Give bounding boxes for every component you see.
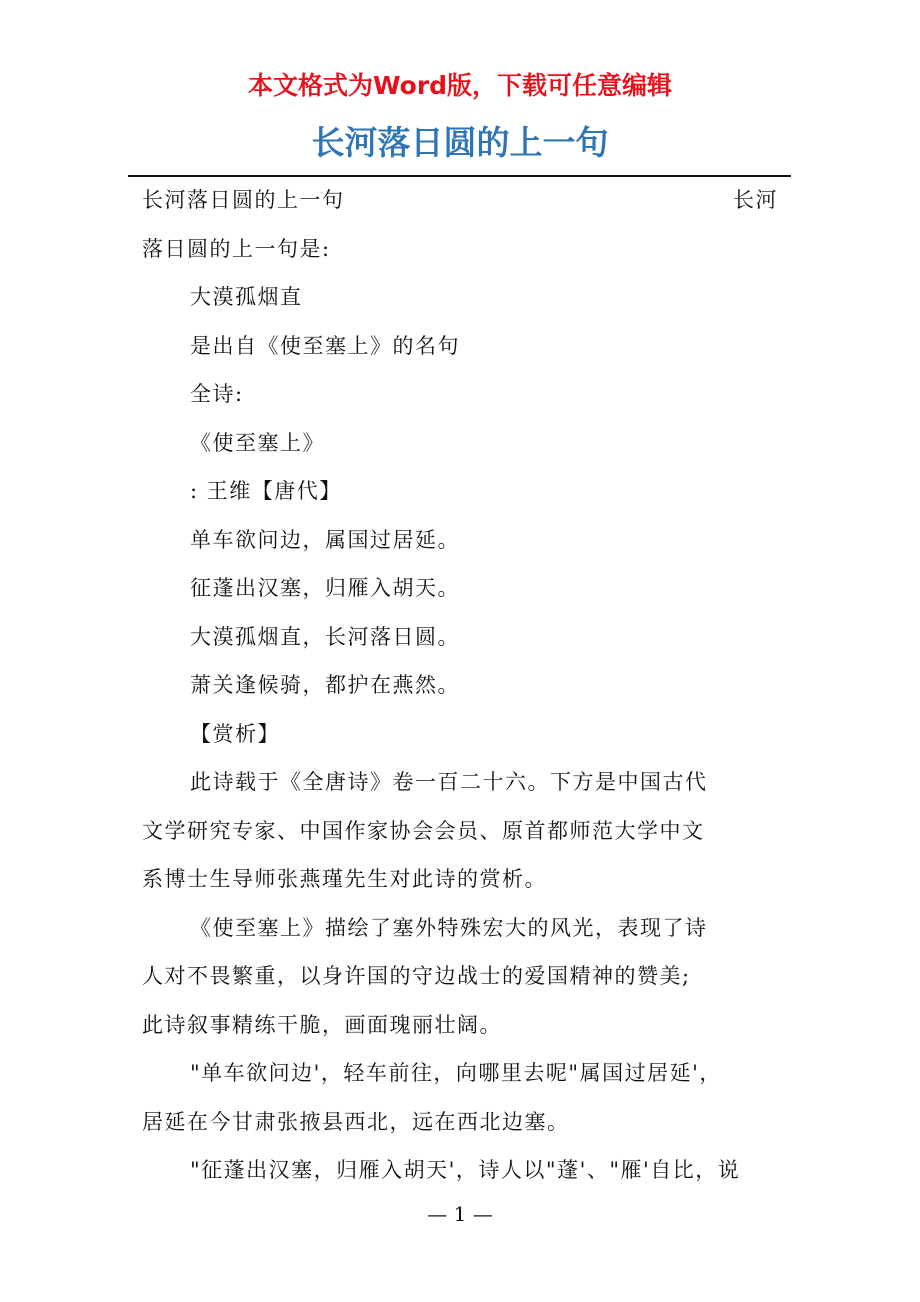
paragraph-line: 全诗:	[190, 382, 244, 406]
poem-verse-line: 大漠孤烟直，长河落日圆。	[190, 624, 460, 649]
paragraph-line: 文学研究专家、中国作家协会会员、原首都师范大学中文	[142, 818, 705, 843]
paragraph-line: 此诗叙事精练干脆，画面瑰丽壮阔。	[142, 1012, 502, 1037]
document-body	[142, 176, 778, 1195]
section-heading: 【赏析】	[190, 721, 280, 746]
paragraph-line: 大漠孤烟直	[190, 285, 303, 309]
paragraph-line: 居延在今甘肃张掖县西北，远在西北边塞。	[142, 1109, 570, 1134]
paragraph-line: 人对不畏繁重，以身许国的守边战士的爱国精神的赞美;	[142, 964, 691, 988]
paragraph-line: 《使至塞上》描绘了塞外特殊宏大的风光，表现了诗	[190, 915, 708, 940]
paragraph-line: "单车欲问边'，轻车前往，向哪里去呢"属国过居延'，	[190, 1061, 722, 1085]
paragraph-line: "征蓬出汉塞，归雁入胡天'，诗人以"蓬'、"雁'自比，说	[190, 1158, 741, 1182]
paragraph-line: 落日圆的上一句是:	[142, 236, 331, 261]
document-title: 长河落日圆的上一句	[311, 123, 609, 162]
poem-verse-line: 单车欲问边，属国过居延。	[190, 527, 460, 552]
paragraph-line: 是出自《使至塞上》的名句	[190, 333, 460, 358]
format-notice-banner: 本文格式为Word版，下载可任意编辑	[247, 71, 673, 100]
poem-title-line: 《使至塞上》	[190, 430, 325, 455]
paragraph-line: 系博士生导师张燕瑾先生对此诗的赏析。	[142, 867, 547, 891]
poem-verse-line: 征蓬出汉塞，归雁入胡天。	[190, 576, 460, 600]
page-number: — 1 —	[427, 1202, 493, 1226]
paragraph-line: 此诗载于《全唐诗》卷一百二十六。下方是中国古代	[190, 770, 708, 794]
body-first-line-text: 长河落日圆的上一句	[142, 188, 345, 212]
poem-author-line: : 王维【唐代】	[190, 479, 342, 503]
body-first-line	[142, 176, 778, 225]
poem-verse-line: 萧关逢候骑，都护在燕然。	[190, 673, 460, 697]
body-first-line-trailing: 长河	[733, 188, 778, 212]
